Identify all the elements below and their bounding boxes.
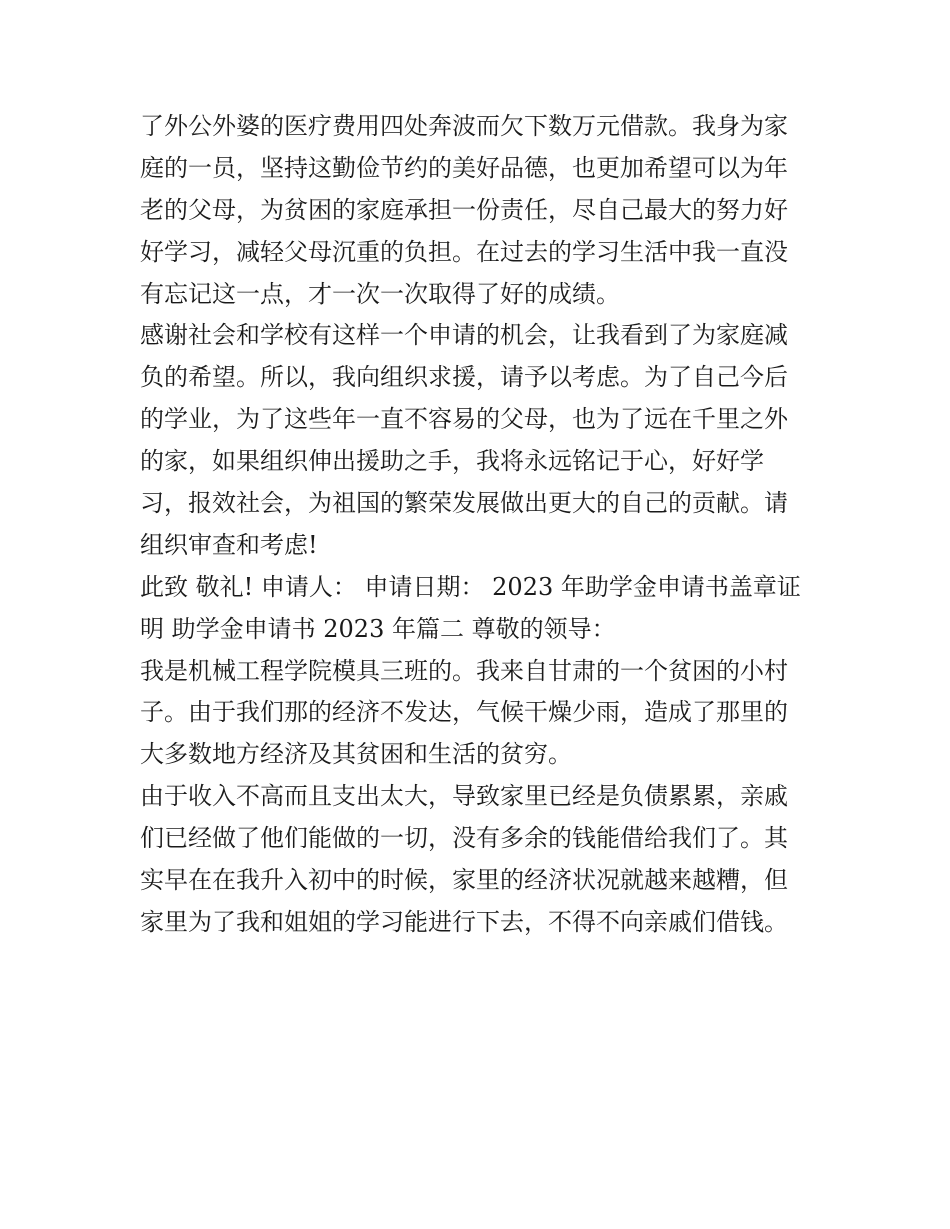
text-line: 好学习，减轻父母沉重的负担。在过去的学习生活中我一直没 (140, 237, 788, 266)
text-line: 明 助学金申请书 2023 年篇二 尊敬的领导： (140, 614, 616, 643)
text-line: 庭的一员，坚持这勤俭节约的美好品德，也更加希望可以为年 (140, 153, 788, 182)
text-line: 的学业，为了这些年一直不容易的父母，也为了远在千里之外 (140, 405, 788, 434)
document-body (140, 106, 820, 944)
text-line: 习，报效社会，为祖国的繁荣发展做出更大的自己的贡献。请 (140, 489, 788, 518)
text-line: 老的父母，为贫困的家庭承担一份责任，尽自己最大的努力好 (140, 195, 788, 224)
text-line: 此致 敬礼! 申请人： 申请日期： 2023 年助学金申请书盖章证 (140, 572, 801, 601)
text-line: 组织审查和考虑! (140, 530, 318, 559)
text-line: 由于收入不高而且支出太大，导致家里已经是负债累累，亲戚 (140, 782, 788, 811)
text-line: 家里为了我和姐姐的学习能进行下去，不得不向亲戚们借钱。 (140, 907, 788, 936)
text-line: 们已经做了他们能做的一切，没有多余的钱能借给我们了。其 (140, 824, 788, 853)
text-line: 了外公外婆的医疗费用四处奔波而欠下数万元借款。我身为家 (140, 112, 788, 140)
text-line: 负的希望。所以，我向组织求援，请予以考虑。为了自己今后 (140, 363, 788, 392)
text-line: 的家，如果组织伸出援助之手，我将永远铭记于心，好好学 (140, 447, 764, 476)
text-line: 大多数地方经济及其贫困和生活的贫穷。 (140, 740, 572, 769)
text-line: 感谢社会和学校有这样一个申请的机会，让我看到了为家庭减 (140, 321, 788, 350)
text-line: 有忘记这一点，才一次一次取得了好的成绩。 (140, 279, 620, 308)
text-line: 实早在在我升入初中的时候，家里的经济状况就越来越糟，但 (140, 866, 788, 895)
text-line: 我是机械工程学院模具三班的。我来自甘肃的一个贫困的小村 (140, 656, 788, 685)
text-line: 子。由于我们那的经济不发达，气候干燥少雨，造成了那里的 (140, 698, 788, 727)
